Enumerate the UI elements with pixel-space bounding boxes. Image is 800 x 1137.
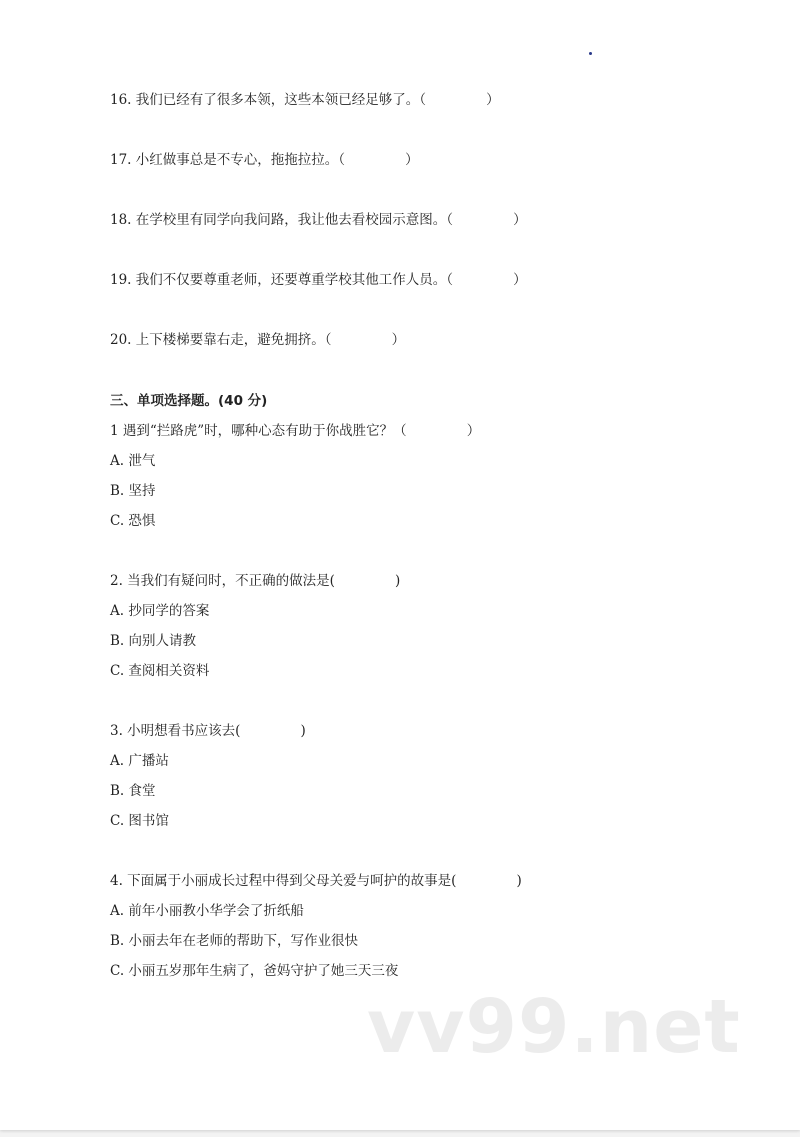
- question-option: B. 小丽去年在老师的帮助下，写作业很快: [110, 933, 359, 949]
- question-option: C. 小丽五岁那年生病了，爸妈守护了她三天三夜: [110, 963, 399, 979]
- question-stem: 4. 下面属于小丽成长过程中得到父母关爱与呵护的故事是( ): [110, 873, 522, 889]
- question-option: C. 恐惧: [110, 513, 156, 529]
- question-stem: 2. 当我们有疑问时，不正确的做法是( ): [110, 573, 401, 589]
- question-option: C. 图书馆: [110, 813, 169, 829]
- section-heading: 三、单项选择题。(40 分): [110, 393, 268, 409]
- question-option: C. 查阅相关资料: [110, 663, 210, 679]
- question-option: A. 抄同学的答案: [110, 603, 210, 619]
- judgment-item-19: 19. 我们不仅要尊重老师，还要尊重学校其他工作人员。（ ）: [110, 272, 527, 288]
- question-option: A. 泄气: [110, 453, 156, 469]
- ink-dot: [589, 52, 592, 55]
- question-option: A. 前年小丽教小华学会了折纸船: [110, 903, 304, 919]
- question-option: B. 坚持: [110, 483, 156, 499]
- question-option: B. 食堂: [110, 783, 156, 799]
- question-stem: 3. 小明想看书应该去( ): [110, 723, 306, 739]
- judgment-item-20: 20. 上下楼梯要靠右走，避免拥挤。（ ）: [110, 332, 406, 348]
- question-option: A. 广播站: [110, 753, 169, 769]
- question-option: B. 向别人请教: [110, 633, 197, 649]
- judgment-item-18: 18. 在学校里有同学向我问路，我让他去看校园示意图。（ ）: [110, 212, 527, 228]
- question-stem: 1 遇到“拦路虎”时，哪种心态有助于你战胜它？（ ）: [110, 423, 481, 439]
- judgment-item-16: 16. 我们已经有了很多本领，这些本领已经足够了。（ ）: [110, 92, 500, 108]
- judgment-item-17: 17. 小红做事总是不专心，拖拖拉拉。（ ）: [110, 152, 419, 168]
- watermark: vv99.net: [367, 984, 741, 1070]
